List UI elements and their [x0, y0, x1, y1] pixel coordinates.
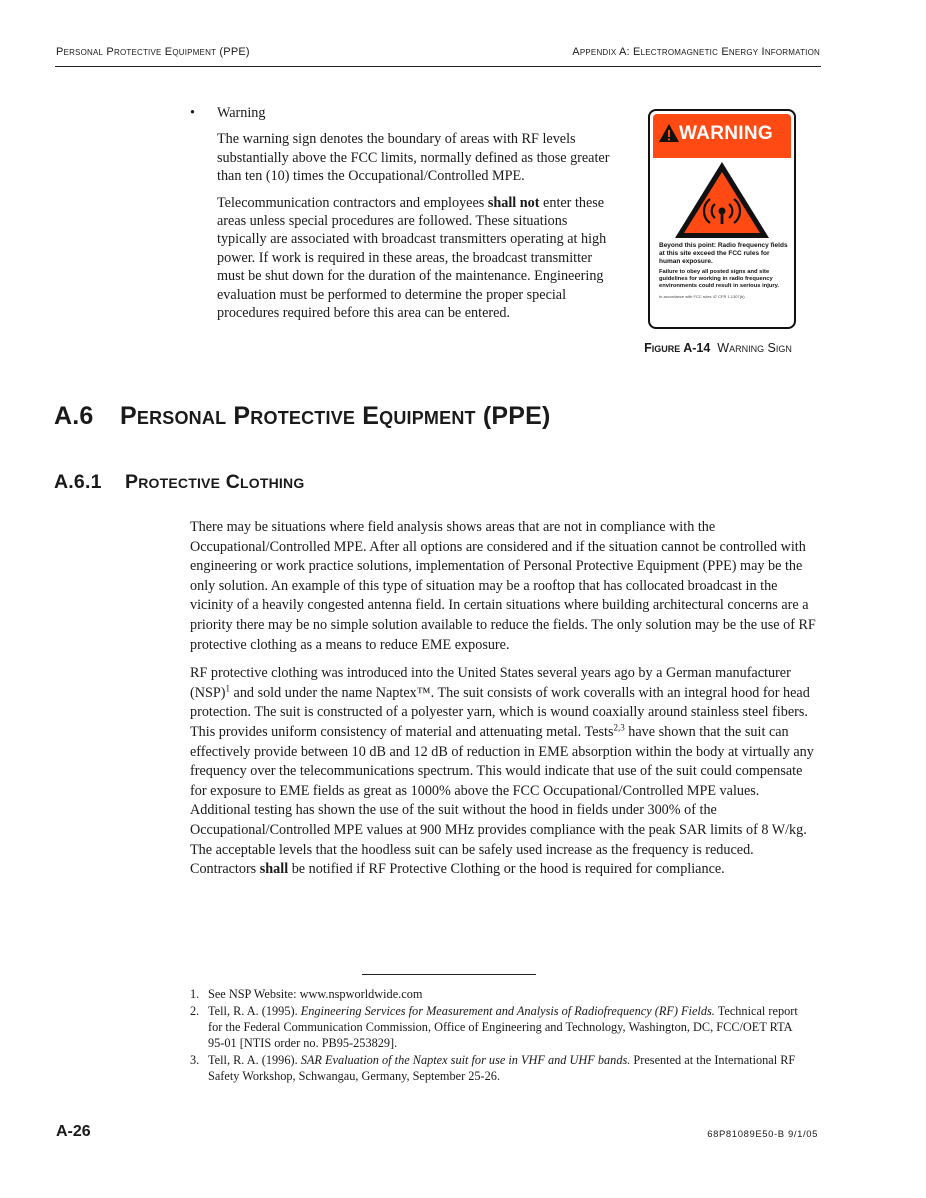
running-header-right: Appendix A: Electromagnetic Energy Information	[572, 46, 820, 58]
header-rule	[55, 66, 821, 67]
sign-line-1: Beyond this point: Radio frequency fields at this site exceed the FCC rules for human exposure.	[659, 242, 788, 265]
footnote-3-title: SAR Evaluation of the Naptex suit for use in VHF and UHF bands.	[300, 1053, 631, 1067]
body-paragraph-1: There may be situations where field analysis shows areas that are not in compliance with the Occupational/Controlled MPE. After all options are considered and if the situation cannot be controlled with engineering or work practice solutions, implementation of Personal Protective Equipment (PPE) may be the only solution. An example of this type of situation may be a rooftop that has collocated broadcast in the vicinity of a heavily congested antenna field. In certain situations where building architectural concerns are a priority there may be no simple solution available to reduce the fields. The only solution may be the use of RF protective clothing as a means to reduce EME exposure.	[190, 519, 816, 653]
subsection-title: Protective Clothing	[125, 471, 305, 493]
sign-line-2: Failure to obey all posted signs and site guidelines for working in radio frequency environments could result in serious injury.	[659, 269, 780, 289]
warning-paragraph-1: The warning sign denotes the boundary of areas with RF levels substantially above the FCC limits, normally defined as those greater than ten (10) times the Occupational/Controlled MPE.	[217, 131, 610, 185]
section-number: A.6	[54, 402, 94, 430]
shall-not-emphasis: shall not	[487, 194, 540, 211]
footnote-ref-1[interactable]: 1	[225, 683, 230, 694]
footnote-1: 1. See NSP Website: www.nspworldwide.com	[190, 987, 423, 1001]
bullet-dot-icon: •	[190, 105, 195, 121]
sign-fine-print: In accordance with FCC rules 47 CFR 1.1307(b)	[659, 294, 745, 299]
subsection-number: A.6.1	[54, 471, 102, 493]
footnote-rule	[362, 974, 536, 975]
body-paragraph-2: RF protective clothing was introduced into the United States several years ago by a German manufacturer (NSP)$^1$ and sold under the name Naptex™. The suit consists of work coveralls with an integral hood for head protection. The suit is constructed of a polyester yarn, which is wound coaxially around stainless steel fibers. This provides uniform consistency of material and attenuating metal. Tests$^{2,3}$ have shown that the suit can effectively provide between 10 dB and 12 dB of reduction in EME absorption within the body at virtually any frequency over the telecommunications spectrum. This would indicate that use of the suit could compensate for exposure to EME fields as great as 1000% above the FCC Occupational/Controlled MPE values. Additional testing has shown the use of the suit without the hood in fields under 300% of the Occupational/Controlled MPE values at 900 MHz provides compliance with the peak SAR limits of 8 W/kg. The acceptable levels that the hoodless suit can be safely used increase as the frequency is reduced. Contractors shall be notified if RF Protective Clothing or the hood is required for compliance.	[190, 665, 814, 878]
section-heading	[54, 402, 551, 431]
running-header-left: Personal Protective Equipment (PPE)	[56, 46, 250, 58]
footnote-2: 2. Tell, R. A. (1995). Engineering Services for Measurement and Analysis of Radiofrequency (RF) Fields. Technical report for the Federal Communication Commission, Office of Engineering and Technology, Washington, DC, FCC/OET RTA 95-01 [NTIS order no. PB95-253829].	[190, 1004, 798, 1050]
figure-label: Figure A-14	[644, 341, 711, 355]
page-number: A-26	[56, 1123, 91, 1140]
footnote-1-text: See NSP Website: www.nspworldwide.com	[208, 987, 423, 1001]
footnote-3: 3. Tell, R. A. (1996). SAR Evaluation of the Naptex suit for use in VHF and UHF bands. Presented at the International RF Safety Workshop, Schwangau, Germany, September 25-26.	[190, 1053, 796, 1083]
section-title: Personal Protective Equipment (PPE)	[120, 402, 551, 430]
warning-triangle-small-icon	[658, 123, 680, 143]
rf-radiation-hazard-icon	[672, 159, 772, 241]
warning-sign-figure	[648, 109, 796, 329]
subsection-heading	[54, 471, 304, 494]
figure-title: Warning Sign	[717, 341, 792, 355]
footnotes	[190, 986, 810, 1085]
warning-bullet-title: Warning	[217, 105, 266, 121]
figure-caption	[630, 340, 806, 356]
warning-sign-title: WARNING	[679, 123, 773, 144]
warning-sign-header	[653, 114, 791, 158]
warning-sign-text	[659, 242, 789, 299]
shall-emphasis: shall	[259, 861, 289, 878]
warning-description	[190, 104, 610, 330]
footnote-2-title: Engineering Services for Measurement and Analysis of Radiofrequency (RF) Fields.	[300, 1004, 715, 1018]
warning-bullet	[190, 104, 610, 122]
document-id: 68P81089E50-B 9/1/05	[707, 1129, 818, 1140]
warning-paragraph-2: Telecommunication contractors and employees shall not enter these areas unless special procedures are followed. These situations typically are associated with broadcast transmitters operating at high power. If work is required in these areas, the broadcast transmitter must be shut down for the duration of the maintenance. Engineering evaluation must be performed to determine the proper special procedures required before this area can be entered.	[217, 194, 607, 322]
footnote-ref-2-3[interactable]: 2,3	[613, 722, 625, 733]
body-text	[190, 518, 822, 889]
